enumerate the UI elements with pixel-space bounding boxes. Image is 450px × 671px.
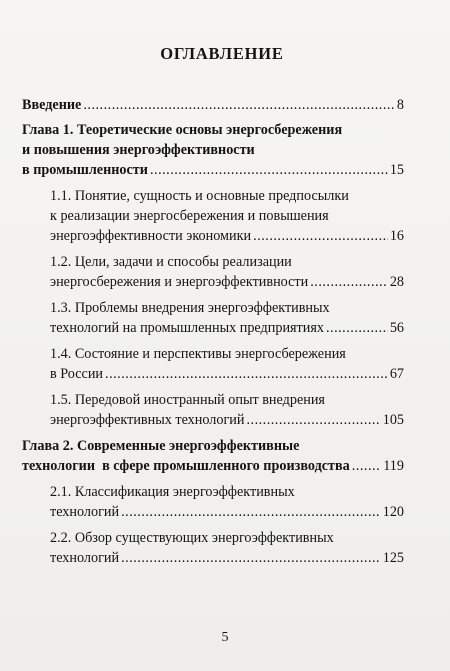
toc-entry-leader-line [50,226,404,246]
toc-entry-leader-line [50,548,404,568]
toc-entry-title: в промышленности [22,162,148,178]
dot-leader [105,364,388,384]
toc-page-number: 105 [382,412,404,428]
toc-entry-line: Глава 1. Теоретические основы энергосбережения [22,122,343,138]
dot-leader [310,272,388,292]
toc-entry-leader-line [50,502,404,522]
toc-page-number: 28 [389,274,404,290]
toc-entry-line: 1.2. Цели, задачи и способы реализации [50,254,292,270]
toc-entry-introduction [22,95,404,115]
dot-leader [326,318,388,338]
toc-entry-line: и повышения энергоэффективности [22,142,255,158]
toc-entry-title: технологий [50,550,120,566]
toc-entry-leader-line [50,272,404,292]
toc-page-number: 15 [389,162,404,178]
toc-entry-title: энергоэффективных технологий [50,412,245,428]
toc-entry-title: энергосбережения и энергоэффективности [50,274,309,290]
toc-entry-section-2-1 [22,482,404,522]
toc-entry-line: к реализации энергосбережения и повышения [50,208,329,224]
toc-entry-section-2-2 [22,528,404,568]
toc-entry-title: Введение [22,97,82,113]
toc-entry-line: 2.2. Обзор существующих энергоэффективных [50,530,334,546]
toc-entry-leader-line [22,160,404,180]
page-number-footer: 5 [221,630,229,645]
toc-entry-chapter-2 [22,436,404,476]
dot-leader [352,456,381,476]
toc-page-number: 125 [382,550,404,566]
toc-page-number: 16 [389,228,404,244]
toc-page-number: 67 [389,366,404,382]
toc-entry-line: Глава 2. Современные энергоэффективные [22,438,300,454]
toc-entry-leader-line [50,410,404,430]
toc-page-number: 56 [389,320,404,336]
toc-entry-line: 2.1. Классификация энергоэффективных [50,484,295,500]
dot-leader [253,226,388,246]
toc-entry-line: 1.5. Передовой иностранный опыт внедрения [50,392,325,408]
toc-entry-leader-line [50,364,404,384]
toc-entry-title: технологии в сфере промышленного производства [22,458,350,474]
dot-leader [246,410,380,430]
toc-entry-line: 1.4. Состояние и перспективы энергосбережения [50,346,346,362]
toc-entry-line: 1.1. Понятие, сущность и основные предпосылки [50,188,349,204]
toc-entry-title: в России [50,366,104,382]
toc-entry-section-1-5 [22,390,404,430]
toc-entry-chapter-1 [22,120,404,180]
toc-entry-leader-line [50,318,404,338]
toc-entry-leader-line [22,456,404,476]
dot-leader [121,502,381,522]
dot-leader [121,548,381,568]
dot-leader [83,95,395,115]
toc-title: ОГЛАВЛЕНИЕ [160,44,284,63]
toc-page-number: 120 [382,504,404,520]
toc-entry-title: энергоэффективности экономики [50,228,252,244]
toc-page-number: 8 [396,97,404,113]
toc-entry-section-1-4 [22,344,404,384]
toc-entry-title: технологий [50,504,120,520]
toc-list [22,95,404,568]
toc-entry-title: технологий на промышленных предприятиях [50,320,324,336]
toc-entry-section-1-3 [22,298,404,338]
dot-leader [150,160,388,180]
toc-page-number: 119 [383,458,404,474]
toc-entry-section-1-1 [22,186,404,246]
toc-entry-leader-line [22,95,404,115]
toc-entry-line: 1.3. Проблемы внедрения энергоэффективных [50,300,330,316]
toc-entry-section-1-2 [22,252,404,292]
